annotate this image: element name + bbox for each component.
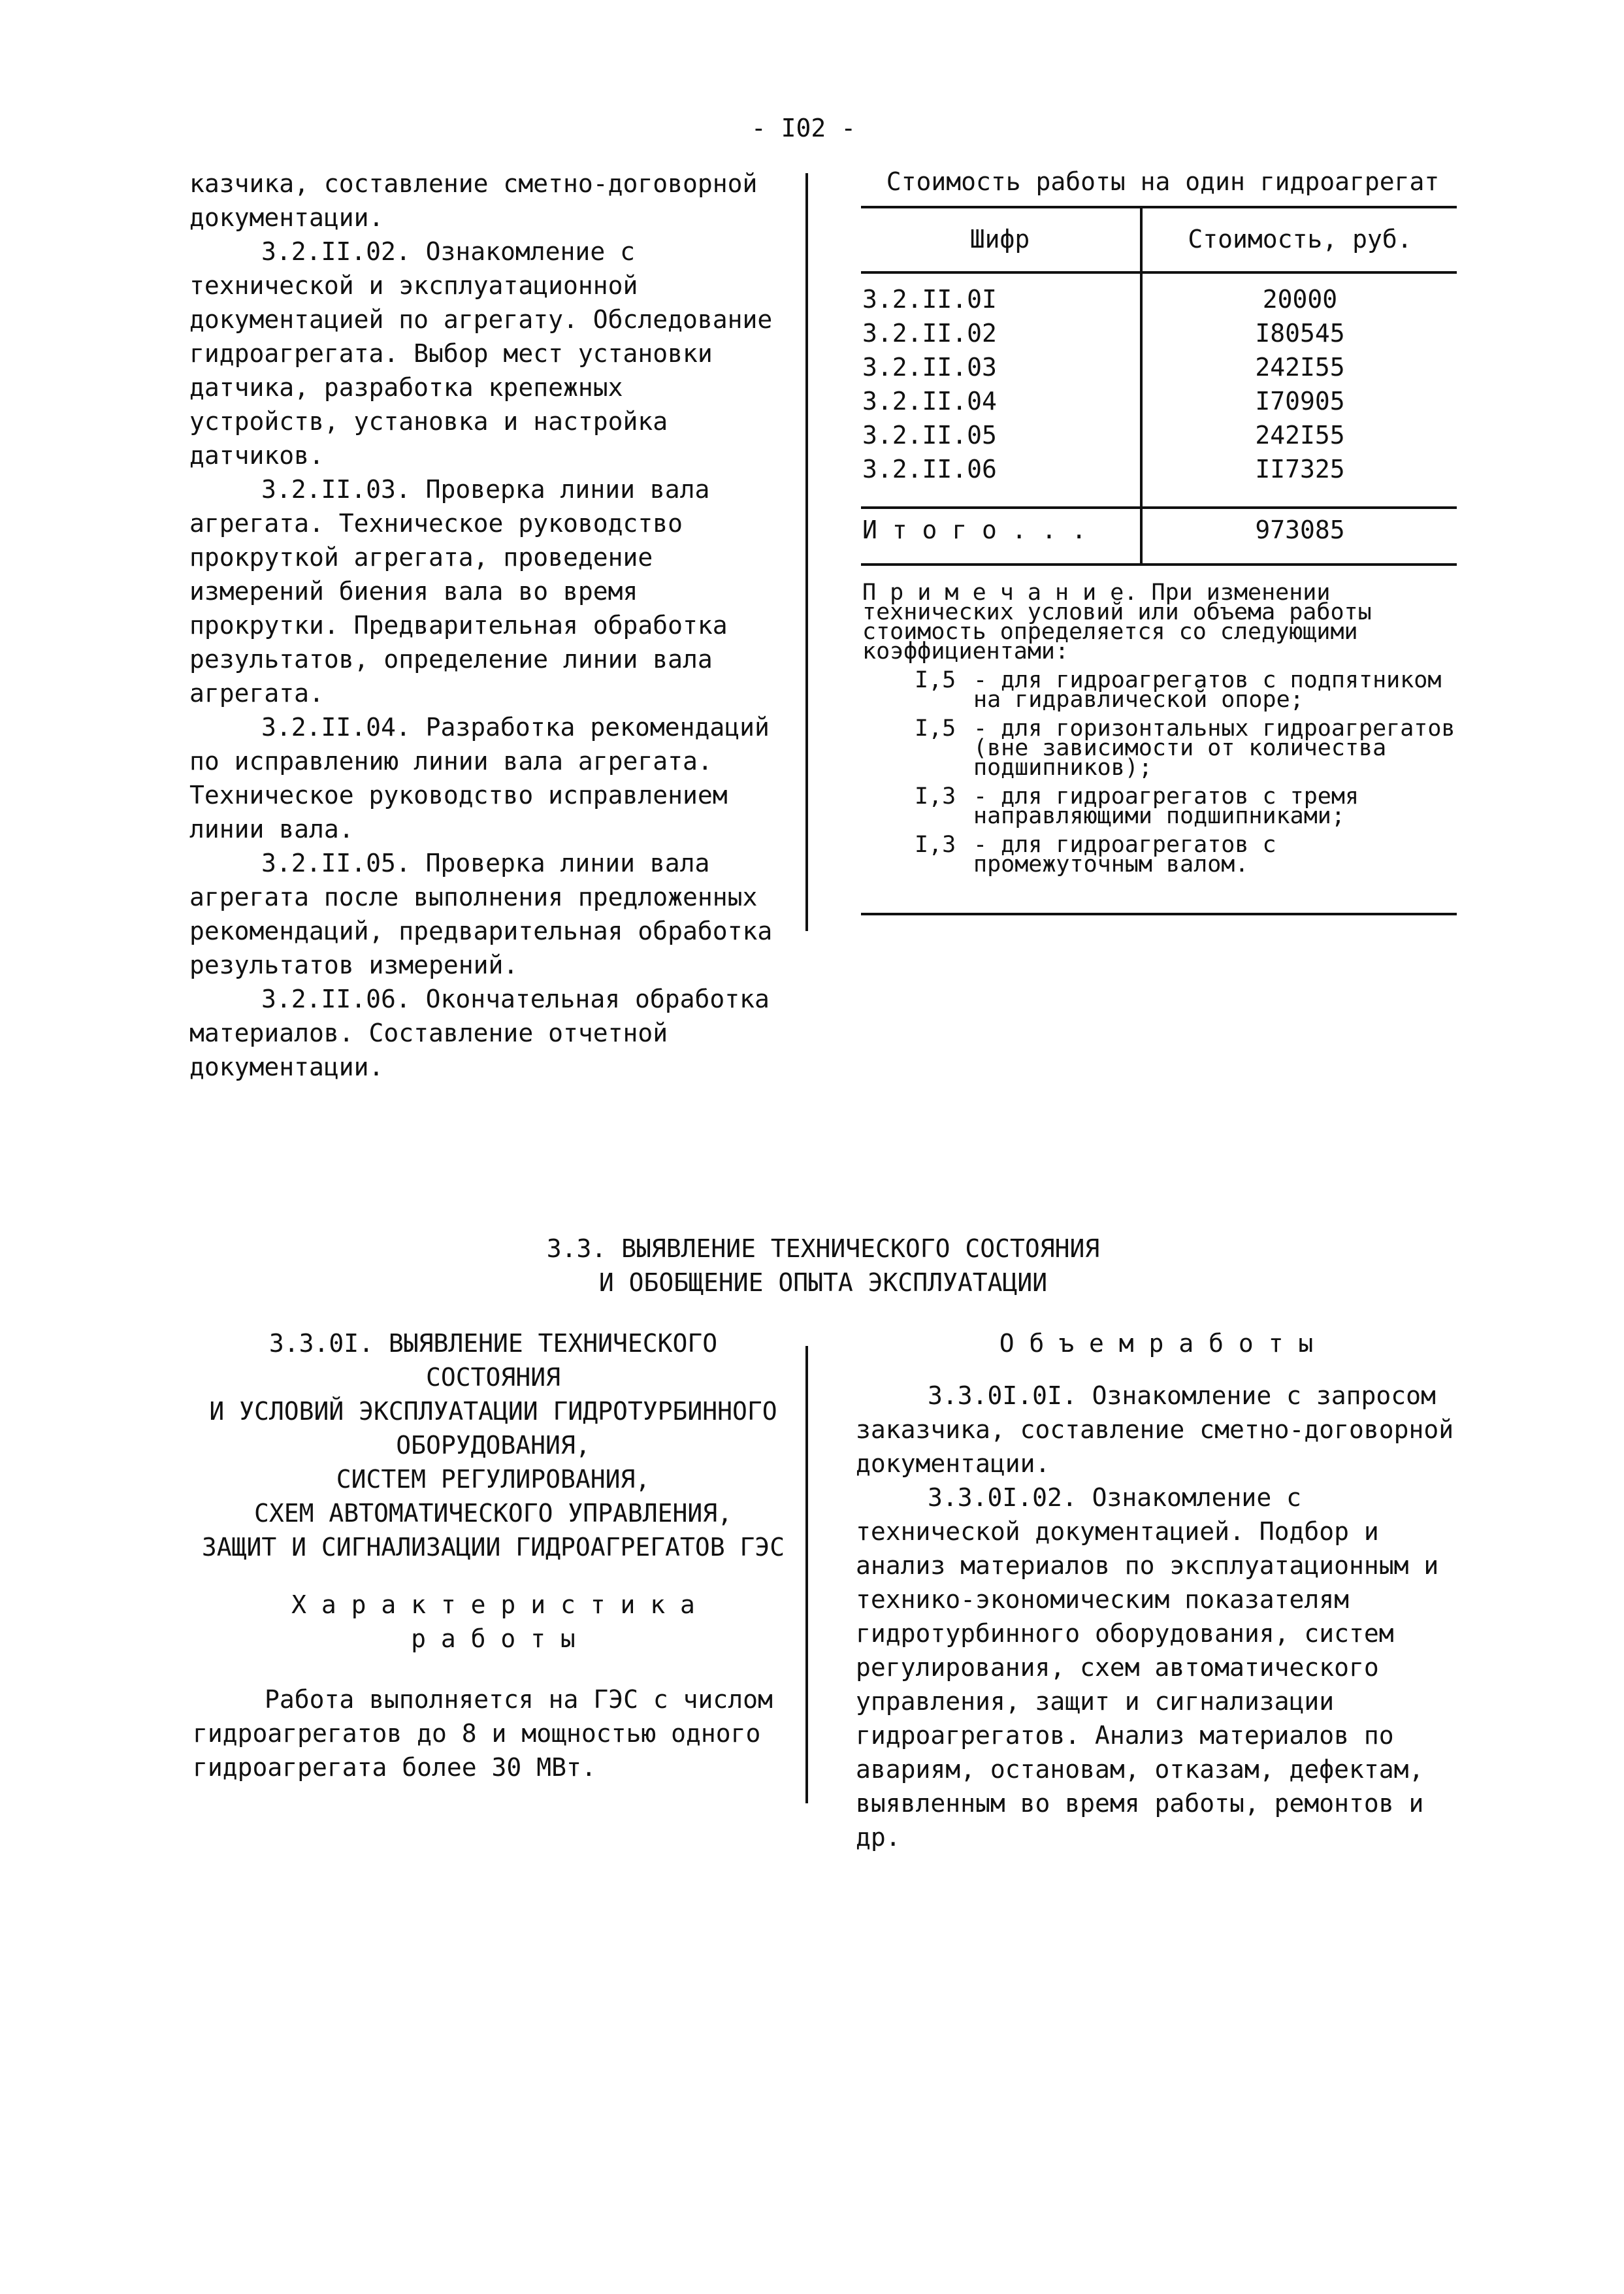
characteristic-heading-line: Х а р а к т е р и с т и к а xyxy=(291,1590,695,1619)
paragraph: 3.2.II.03. Проверка линии вала агрегата. Техническое руководство прокруткой агрегата, проведение измерений биения вала во время прокрутки. Предварительная обработка результатов, определение линии вала агрегата. xyxy=(189,475,728,708)
table-cell-code: 3.2.II.02 xyxy=(862,319,997,348)
scope-heading: О б ъ е м р а б о т ы xyxy=(999,1329,1314,1358)
table-header-code: Шифр xyxy=(969,225,1030,254)
note-coef: I,5 xyxy=(915,667,956,693)
table-header-cost: Стоимость, руб. xyxy=(1188,225,1412,254)
subsection-title-line: 3.3.0I. ВЫЯВЛЕНИЕ ТЕХНИЧЕСКОГО xyxy=(268,1329,718,1358)
paragraph: 3.2.II.06. Окончательная обработка материалов. Составление отчетной документации. xyxy=(189,985,770,1081)
column-divider xyxy=(805,173,808,931)
note-coef: I,3 xyxy=(915,832,956,858)
paragraph: 3.2.II.05. Проверка линии вала агрегата после выполнения предложенных рекомендаций, предварительная обработка результатов измерений. xyxy=(189,849,773,979)
subsection-title-line: СОСТОЯНИЯ xyxy=(426,1363,560,1392)
table-cell-cost: II7325 xyxy=(1255,455,1345,483)
note-item xyxy=(915,715,1457,781)
table-total-label: И т о г о . . . xyxy=(862,516,1087,544)
section-title xyxy=(366,1232,1280,1300)
note-coef: I,5 xyxy=(915,715,956,742)
note-body: При изменении технических условий или объема работы стоимость определяется со следующими коэффициентами: xyxy=(862,580,1372,664)
note-item xyxy=(915,783,1457,829)
note-item-text: - для горизонтальных гидроагрегатов (вне зависимости от количества подшипников); xyxy=(973,715,1455,781)
subsection-title-line: СХЕМ АВТОМАТИЧЕСКОГО УПРАВЛЕНИЯ, xyxy=(253,1499,733,1528)
table-cell-cost: I70905 xyxy=(1255,387,1345,416)
scope-text xyxy=(856,1379,1457,1854)
characteristic-text xyxy=(193,1682,790,1784)
subsection-title-line: СИСТЕМ РЕГУЛИРОВАНИЯ, xyxy=(336,1465,651,1494)
table-col-divider xyxy=(1140,206,1143,565)
page-number: - I02 - xyxy=(751,114,856,142)
subsection-title-line: ОБОРУДОВАНИЯ, xyxy=(396,1431,591,1460)
column-divider xyxy=(805,1346,808,1803)
table-rule-top xyxy=(861,206,1457,208)
cost-table-title: Стоимость работы на один гидроагрегат xyxy=(886,167,1440,196)
table-rule-bottom xyxy=(861,563,1457,566)
table-rule-total xyxy=(861,506,1457,509)
section-title-line: И ОБОБЩЕНИЕ ОПЫТА ЭКСПЛУАТАЦИИ xyxy=(598,1268,1048,1297)
table-cell-code: 3.2.II.06 xyxy=(862,455,997,483)
paragraph: 3.3.0I.02. Ознакомление с технической документацией. Подбор и анализ материалов по эксплуатационным и технико-экономическим показателям гидротурбинного оборудования, систем регулирования, схем автоматического управления, защит и сигнализации гидроагрегатов. Анализ материалов по авариям, остановам, отказам, дефектам, выявленным во время работы, ремонтов и др. xyxy=(856,1483,1439,1852)
table-rule-header xyxy=(861,271,1457,274)
subsection-title-line: ЗАЩИТ И СИГНАЛИЗАЦИИ ГИДРОАГРЕГАТОВ ГЭС xyxy=(201,1533,785,1562)
subsection-title-line: И УСЛОВИЙ ЭКСПЛУАТАЦИИ ГИДРОТУРБИННОГО xyxy=(209,1397,777,1426)
subsection-title xyxy=(189,1326,797,1564)
table-cell-code: 3.2.II.0I xyxy=(862,285,997,314)
note-item xyxy=(915,832,1457,877)
table-total-value: 973085 xyxy=(1255,516,1345,544)
note-coef: I,3 xyxy=(915,783,956,810)
note-rule xyxy=(861,913,1457,915)
note-block xyxy=(862,580,1457,877)
table-cell-cost: 20000 xyxy=(1262,285,1338,314)
note-item-text: - для гидроагрегатов с подпятником на гидравлической опоре; xyxy=(973,667,1442,713)
characteristic-heading xyxy=(189,1588,797,1656)
note-label: П р и м е ч а н и е. xyxy=(862,580,1138,606)
table-cell-cost: 242I55 xyxy=(1255,353,1345,382)
characteristic-heading-line: р а б о т ы xyxy=(411,1624,576,1653)
table-cell-cost: I80545 xyxy=(1255,319,1345,348)
section-title-line: 3.3. ВЫЯВЛЕНИЕ ТЕХНИЧЕСКОГО СОСТОЯНИЯ xyxy=(546,1234,1100,1263)
paragraph: 3.2.II.02. Ознакомление с технической и эксплуатационной документацией по агрегату. Обследование гидроагрегата. Выбор мест установки датчика, разработка крепежных устройств, установка и настройка датчиков. xyxy=(189,237,773,470)
paragraph: 3.3.0I.0I. Ознакомление с запросом заказчика, составление сметно-договорной документации. xyxy=(856,1381,1454,1478)
note-text xyxy=(862,580,1457,664)
table-codes xyxy=(862,282,1137,486)
table-cell-code: 3.2.II.04 xyxy=(862,387,997,416)
table-costs xyxy=(1143,282,1457,486)
note-item-text: - для гидроагрегатов с тремя направляющими подшипниками; xyxy=(973,783,1359,829)
table-cell-code: 3.2.II.03 xyxy=(862,353,997,382)
left-top-column xyxy=(189,167,784,1084)
paragraph: 3.2.II.04. Разработка рекомендаций по исправлению линии вала агрегата. Техническое руководство исправлением линии вала. xyxy=(189,713,770,844)
note-item xyxy=(915,667,1457,713)
note-item-text: - для гидроагрегатов с промежуточным валом. xyxy=(973,832,1276,877)
paragraph: казчика, составление сметно-договорной документации. xyxy=(189,169,758,232)
table-cell-code: 3.2.II.05 xyxy=(862,421,997,450)
paragraph: Работа выполняется на ГЭС с числом гидроагрегатов до 8 и мощностью одного гидроагрегата более 30 МВт. xyxy=(193,1685,773,1782)
table-cell-cost: 242I55 xyxy=(1255,421,1345,450)
